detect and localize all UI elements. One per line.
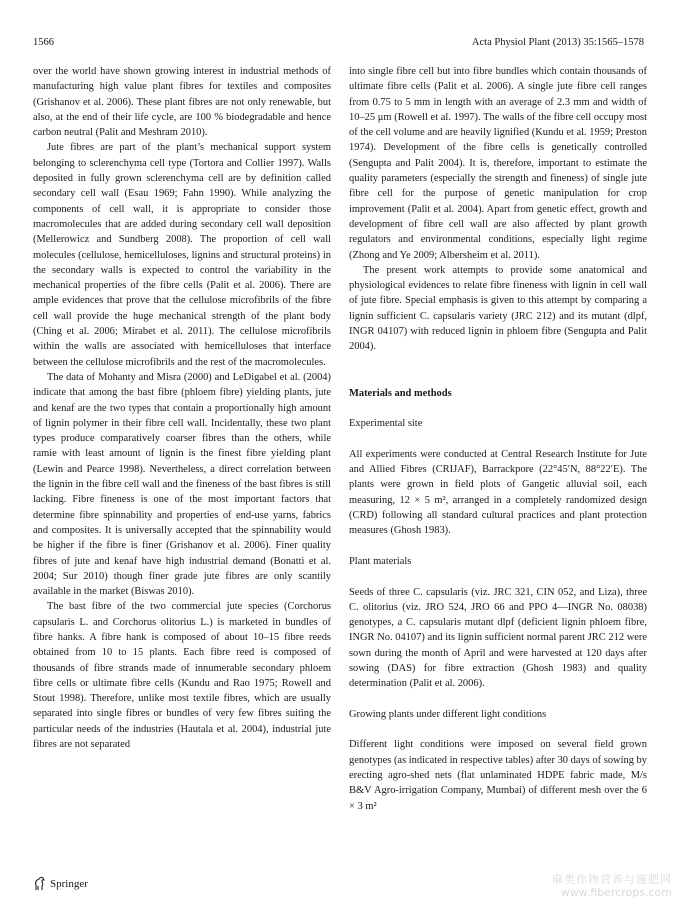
body-paragraph: Different light conditions were imposed on several field grown genotypes (as indicated in respective tables) after 30 days of sowing by erecting agro-shed nets (flat unlaminated HDPE fabric made, M/s B&V Agro-irrigation Company, Mumbai) of different mesh over the 6 × 3 m² [349,739,647,812]
body-paragraph: into single fibre cell but into fibre bundles which contain thousands of ultimate fibre cells (Palit et al. 2006). A single jute fibre cell ranges from 0.75 to 5 mm in length with an average of 2.3 mm and width of 10–25 μm (Rowell et al. 1997). The walls of the fibre cell occupy most of the cell volume and are heavily lignified (Kundu et al. 1959; Preston 1974). Development of the fibre cells is genetically controlled (Sengupta and Palit 2004). It is, therefore, important to estimate the quality parameters (especially the strength and fineness) of single jute fibre cell for the purpose of genetic manipulation for crop improvement (Palit et al. 2004). Apart from genetic effect, growth and development of fibre cell wall are also affected by plant growth regulators and environmental conditions, especially light regime (Zhong and Ye 2009; Albersheim et al. 2011). [349,66,647,261]
body-paragraph: over the world have shown growing interest in industrial methods of manufacturing high value plant fibres for textiles and composites (Grishanov et al. 2006). These plant fibres are not only renewable, but also, at the end of their life cycle, are 100 % biodegradable and hence carbon neutral (Palit and Meshram 2010). [33,66,331,139]
journal-citation: Acta Physiol Plant (2013) 35:1565–1578 [471,37,644,48]
subsection-heading: Experimental site [349,418,423,430]
left-column [33,64,331,752]
watermark-title: 麻类作物营养与施肥网 [552,873,672,886]
right-column [349,64,647,814]
watermark-url: www.fibercrops.com [560,886,672,899]
body-paragraph: The data of Mohanty and Misra (2000) and LeDigabel et al. (2004) indicate that among the bast fibre (phloem fibre) yielding plants, jute and kenaf are the two types that contain a proportionally high amount of lignin polymer in their fibre cell wall. Incidentally, these two plant types produce comparatively coarser fibres than the others, while ramie with least amount of lignin is the finest fibre yielding plant (Lewin and Pearce 1998). Nevertheless, a direct correlation between the lignin in the fibre cell wall and the fineness of the bast fibres is still lacking. Fibre fineness is one of the most important factors that determine fibre spinnability and properties of end-use yarns, fabrics and composites. It is universally accepted that the spinnability would be higher if the fibre is finer (Grishanov et al. 2006). Finer quality fibres of jute and kenaf have high industrial demand (Bonatti et al. 2004; Sur 2010) though finer grade jute fibres are only scantily available in the market (Biswas 2010). [33,371,331,598]
section-heading: Materials and methods [349,387,452,399]
body-paragraph: All experiments were conducted at Central Research Institute for Jute and Allied Fibres (CRIJAF), Barrackpore (22°45′N, 88°22′E). The plants were grown in field plots of Gangetic alluvial soil, each measuring, 12 × 5 m², arranged in a completely randomized design (CRD) following all standard cultural practices and plant protection measures (Ghosh 1983). [349,448,647,537]
page-number: 1566 [33,37,54,48]
body-paragraph: Jute fibres are part of the plant’s mechanical support system belonging to sclerenchyma cell type (Tortora and Collier 1997). Walls deposited in fully grown sclerenchyma cell are by definition called secondary cell wall (Esau 1969; Fahn 1990). While analyzing the components of cell wall, it is appropriate to consider those macromolecules that are added during secondary cell wall deposition (Mellerowicz and Sundberg 2008). The proportion of cell wall molecules (cellulose, hemicelluloses, lignins and structural proteins) in the secondary walls is expected to control the variability in the mechanical properties of the fibre cells (Palit et al. 2006). There are ample evidences that prove that the cellulose microfibrils of the fibre cell wall provide the huge mechanical strength of the plant body (Ching et al. 2006; Mirabet et al. 2011). The cellulose microfibrils within the walls are associated with hemicelluloses that interface between the cellulose microfibrils and the rest of the macromolecules. [33,142,331,368]
publisher-name: Springer [50,877,88,890]
springer-horse-icon [33,876,46,891]
body-paragraph: The present work attempts to provide some anatomical and physiological evidences to relate fibre fineness with lignin in cell wall of jute fibre. Special emphasis is given to this attempt by comparing a lignin sufficient C. capsularis variety (JRC 212) and its mutant (dlpf, INGR 04107) with reduced lignin in phloem fibre (Sengupta and Palit 2004). [349,264,647,353]
subsection-heading: Plant materials [349,555,412,567]
subsection-heading: Growing plants under different light conditions [349,708,547,720]
publisher-footer [33,876,88,891]
watermark [552,873,672,899]
body-paragraph: Seeds of three C. capsularis (viz. JRC 321, CIN 052, and Liza), three C. olitorius (viz. JRO 524, JRO 66 and PPO 4—INGR No. 08038) genotypes, a C. capsularis mutant dlpf (deficient lignin phloem fibre, INGR No. 04107) and its lignin sufficient normal parent JRC 212 were sown during the month of April and were harvested at 120 days after sowing (DAS) for fibre extraction (Ghosh 1983) and quality determination (Palit et al. 2006). [349,586,647,690]
body-paragraph: The bast fibre of the two commercial jute species (Corchorus capsularis L. and Corchorus olitorius L.) is marketed in bundles of fibre hanks. A fibre hank is composed of about 10–15 fibre reeds obtained from 10 to 15 plants. Each fibre reed is composed of thousands of fibre strands made of innumerable secondary phloem fibre cells or ultimate fibre cells (Kundu and Rao 1975; Rowell and Stout 1998). Therefore, unlike most textile fibres, which are usually separated into single fibres or bundles of very few fibres suiting the particular needs of the industries (Hautala et al. 2004), industrial jute fibres are not separated [33,601,331,751]
